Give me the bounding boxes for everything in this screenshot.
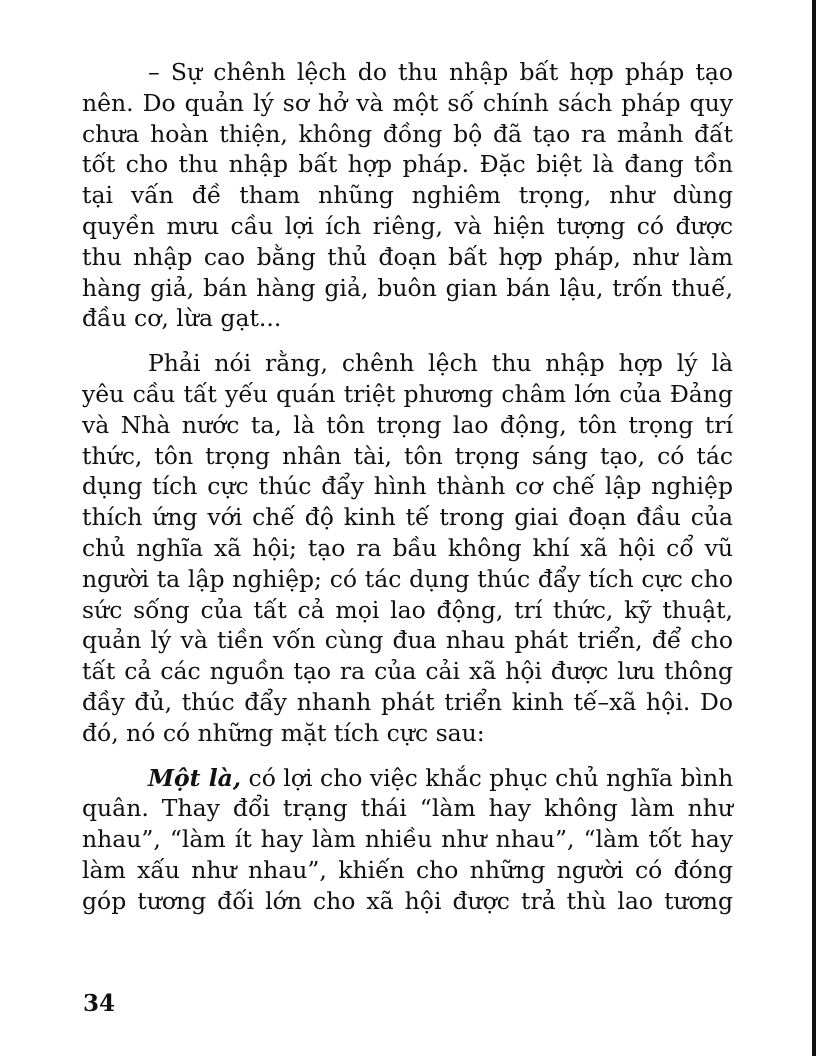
lead-in-phrase: Một là,: [148, 763, 242, 792]
text-line: tại vấn đề tham nhũng nghiêm trọng, như dùng: [82, 181, 733, 210]
text-line: yêu cầu tất yếu quán triệt phương châm lớn của Đảng: [82, 379, 733, 408]
text-line: đó, nó có những mặt tích cực sau:: [82, 718, 485, 747]
page-number: 34: [83, 990, 116, 1017]
text-line: nhau”, “làm ít hay làm nhiều như nhau”, “làm tốt hay: [82, 825, 733, 854]
text-line: thức, tôn trọng nhân tài, tôn trọng sáng tạo, có tác: [82, 441, 733, 470]
text-line: [82, 763, 733, 794]
body-text: [82, 57, 733, 917]
page-edge: [812, 0, 816, 1056]
text-line: – Sự chênh lệch do thu nhập bất hợp pháp tạo: [148, 58, 733, 86]
text-line: quân. Thay đổi trạng thái “làm hay không làm như: [82, 794, 733, 823]
text-line: người ta lập nghiệp; có tác dụng thúc đẩy tích cực cho: [82, 564, 733, 593]
text-line: chưa hoàn thiện, không đồng bộ đã tạo ra mảnh đất: [82, 119, 733, 148]
text-line: hàng giả, bán hàng giả, buôn gian bán lậu, trốn thuế,: [82, 273, 733, 302]
lead-in-continuation: có lợi cho việc khắc phục chủ nghĩa bình: [241, 763, 734, 792]
text-line: làm xấu như nhau”, khiến cho những người có đóng: [82, 855, 733, 884]
text-line: nên. Do quản lý sơ hở và một số chính sách pháp quy: [82, 88, 733, 117]
text-line: dụng tích cực thúc đẩy hình thành cơ chế lập nghiệp: [82, 472, 733, 501]
text-line: thu nhập cao bằng thủ đoạn bất hợp pháp, như làm: [82, 242, 733, 271]
text-line: tốt cho thu nhập bất hợp pháp. Đặc biệt là đang tồn: [82, 150, 733, 179]
text-line: tất cả các nguồn tạo ra của cải xã hội được lưu thông: [82, 657, 733, 686]
text-line: đầu cơ, lừa gạt...: [82, 304, 282, 333]
text-line: sức sống của tất cả mọi lao động, trí thức, kỹ thuật,: [82, 595, 733, 624]
text-line: thích ứng với chế độ kinh tế trong giai đoạn đầu của: [82, 503, 733, 532]
text-line: Phải nói rằng, chênh lệch thu nhập hợp lý là: [148, 349, 733, 378]
text-line: đầy đủ, thúc đẩy nhanh phát triển kinh tế–xã hội. Do: [82, 687, 733, 716]
text-line: góp tương đối lớn cho xã hội được trả thù lao tương: [82, 886, 733, 915]
paragraph-reasonable-income-gap: [82, 348, 733, 748]
text-line: quản lý và tiền vốn cùng đua nhau phát triển, để cho: [82, 626, 733, 655]
paragraph-first-point: [82, 763, 733, 917]
paragraph-illegal-income: [82, 57, 733, 334]
text-line: quyền mưu cầu lợi ích riêng, và hiện tượng có được: [82, 211, 733, 240]
text-line: chủ nghĩa xã hội; tạo ra bầu không khí xã hội cổ vũ: [82, 533, 733, 562]
text-line: và Nhà nước ta, là tôn trọng lao động, tôn trọng trí: [82, 410, 733, 439]
